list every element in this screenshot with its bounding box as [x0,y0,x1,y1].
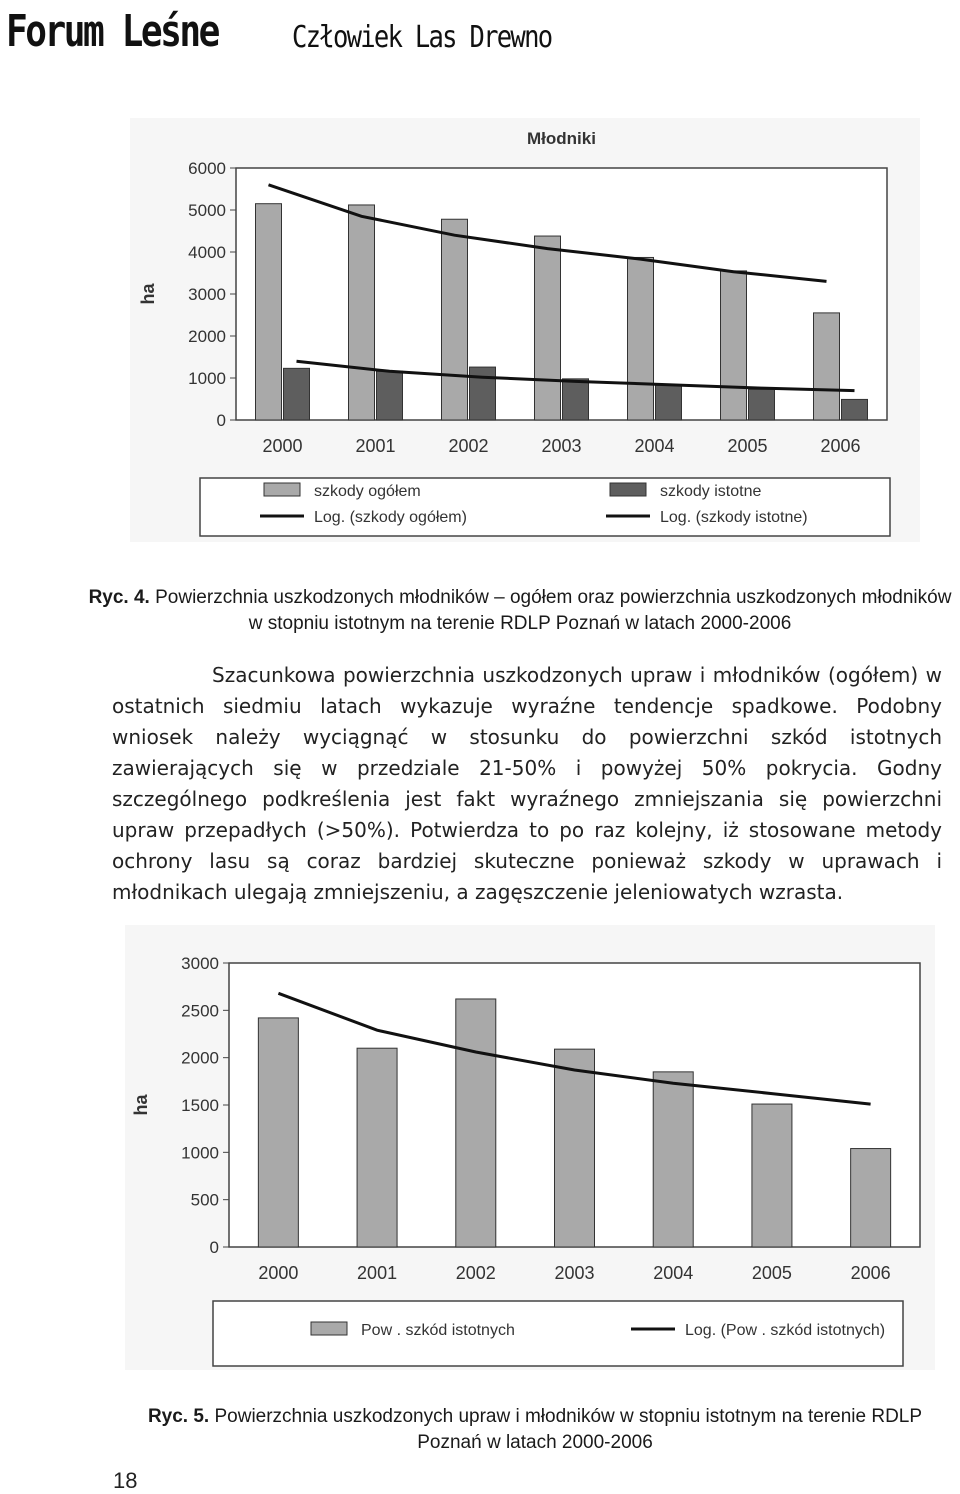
body-paragraph-container [112,660,942,908]
chart1-x-tick-label: 2004 [634,436,675,456]
chart1-legend-label: Log. (szkody ogółem) [314,509,467,526]
masthead [6,6,646,58]
chart1-bar [749,389,775,420]
chart1-y-tick-label: 6000 [188,159,226,178]
chart1-bar [535,236,561,420]
chart2-bar [456,999,496,1247]
chart1-x-tick-label: 2000 [262,436,303,456]
chart1-legend-swatch [610,483,646,496]
chart1-legend-box [200,478,890,536]
chart2-y-tick-label: 1500 [181,1096,219,1115]
figure5-caption-label: Ryc. 5. [147,1406,210,1427]
chart1-y-tick-label: 5000 [188,201,226,220]
chart1-legend-label: szkody istotne [660,483,762,500]
chart1-bar [814,313,840,420]
chart2-x-tick-label: 2006 [850,1263,891,1283]
chart2-y-axis-label: ha [131,1094,151,1116]
chart1-y-axis-label: ha [138,283,158,305]
chart1-y-tick-label: 2000 [188,327,226,346]
chart2-y-tick-label: 0 [209,1238,219,1257]
chart1-bar [628,257,654,420]
chart-pow-szkod-istotnych [125,925,935,1370]
chart2-bar [653,1072,693,1247]
figure5-caption-text: Powierzchnia uszkodzonych upraw i młodników w stopniu istotnym na terenie RDLP Poznań w latach 2000-2006 [214,1406,923,1453]
chart1-legend-swatch [264,483,300,496]
chart1-bar [563,379,589,420]
chart1-y-tick-label: 3000 [188,285,226,304]
chart1-bar [284,368,310,420]
figure5-caption [120,1404,950,1456]
page-number: 18 [113,1468,138,1493]
chart2-bar [752,1104,792,1247]
chart2-bar [357,1048,397,1247]
chart2-x-tick-label: 2001 [357,1263,398,1283]
chart1-legend-label: Log. (szkody istotne) [660,509,808,526]
chart1-y-tick-label: 4000 [188,243,226,262]
chart2-y-tick-label: 2000 [181,1048,219,1068]
chart2-x-tick-label: 2000 [258,1263,299,1283]
chart1-legend-label: szkody ogółem [314,483,421,500]
chart1-title: Młodniki [527,129,596,148]
chart-mlodniki [130,118,920,542]
chart1-bar [721,271,747,420]
chart1-y-tick-label: 0 [216,411,226,430]
figure4-caption-label: Ryc. 4. [88,587,150,608]
chart1-x-tick-label: 2005 [727,436,768,456]
chart1-x-tick-label: 2002 [448,436,489,456]
chart1-bar [349,205,375,420]
chart2-x-tick-label: 2004 [653,1263,694,1283]
chart1-y-tick-label: 1000 [188,369,226,388]
chart2-legend-label: Log. (Pow . szkód istotnych) [685,1322,886,1339]
chart2-x-tick-label: 2003 [554,1263,595,1283]
chart2-bar [258,1018,298,1247]
chart2-legend-swatch [311,1322,347,1335]
chart2-legend-label: Pow . szkód istotnych [361,1322,515,1339]
chart1-bar [377,371,403,420]
chart2-bar [555,1049,595,1247]
body-paragraph: Szacunkowa powierzchnia uszkodzonych upraw i młodników (ogółem) w ostatnich siedmiu latach wykazuje wyraźne tendencje spadkowe. Podobny wniosek należy wyciągnąć w stosunku do powierzchni szkód istotnych zawierających się w przedziale 21-50% i powyżej 50% pokrycia. Godny szczególnego podkreślenia jest fakt wyraźnego zmniejszania się powierzchni upraw przepadłych (>50%). Potwierdza to po raz kolejny, iż stosowane metody ochrony lasu są coraz bardziej skuteczne ponieważ szkody w uprawach i młodnikach ulegają zmniejszeniu, a zagęszczenie jeleniowatych wzrasta. [112,663,942,904]
chart2-y-tick-label: 1000 [181,1143,219,1163]
journal-title: Forum Leśne [6,6,218,57]
figure4-caption-text: Powierzchnia uszkodzonych młodników – ogółem oraz powierzchnia uszkodzonych młodników w stopniu istotnym na terenie RDLP Poznań w latach 2000-2006 [155,587,952,634]
chart2-bar [851,1149,891,1247]
chart1-bar [842,399,868,420]
journal-subtitle: Człowiek Las Drewno [292,20,552,55]
chart2-y-tick-label: 3000 [181,954,219,973]
chart1-x-tick-label: 2001 [355,436,396,456]
chart1-bar [442,219,468,420]
chart1-bar [656,385,682,420]
chart1-x-tick-label: 2003 [541,436,582,456]
chart1-bar [470,367,496,420]
chart1-x-tick-label: 2006 [820,436,861,456]
chart2-x-tick-label: 2002 [455,1263,496,1283]
chart2-y-tick-label: 2500 [181,1001,219,1021]
chart2-x-tick-label: 2005 [751,1263,792,1283]
chart2-y-tick-label: 500 [190,1190,219,1210]
figure4-caption [80,585,960,637]
chart1-bar [256,204,282,420]
